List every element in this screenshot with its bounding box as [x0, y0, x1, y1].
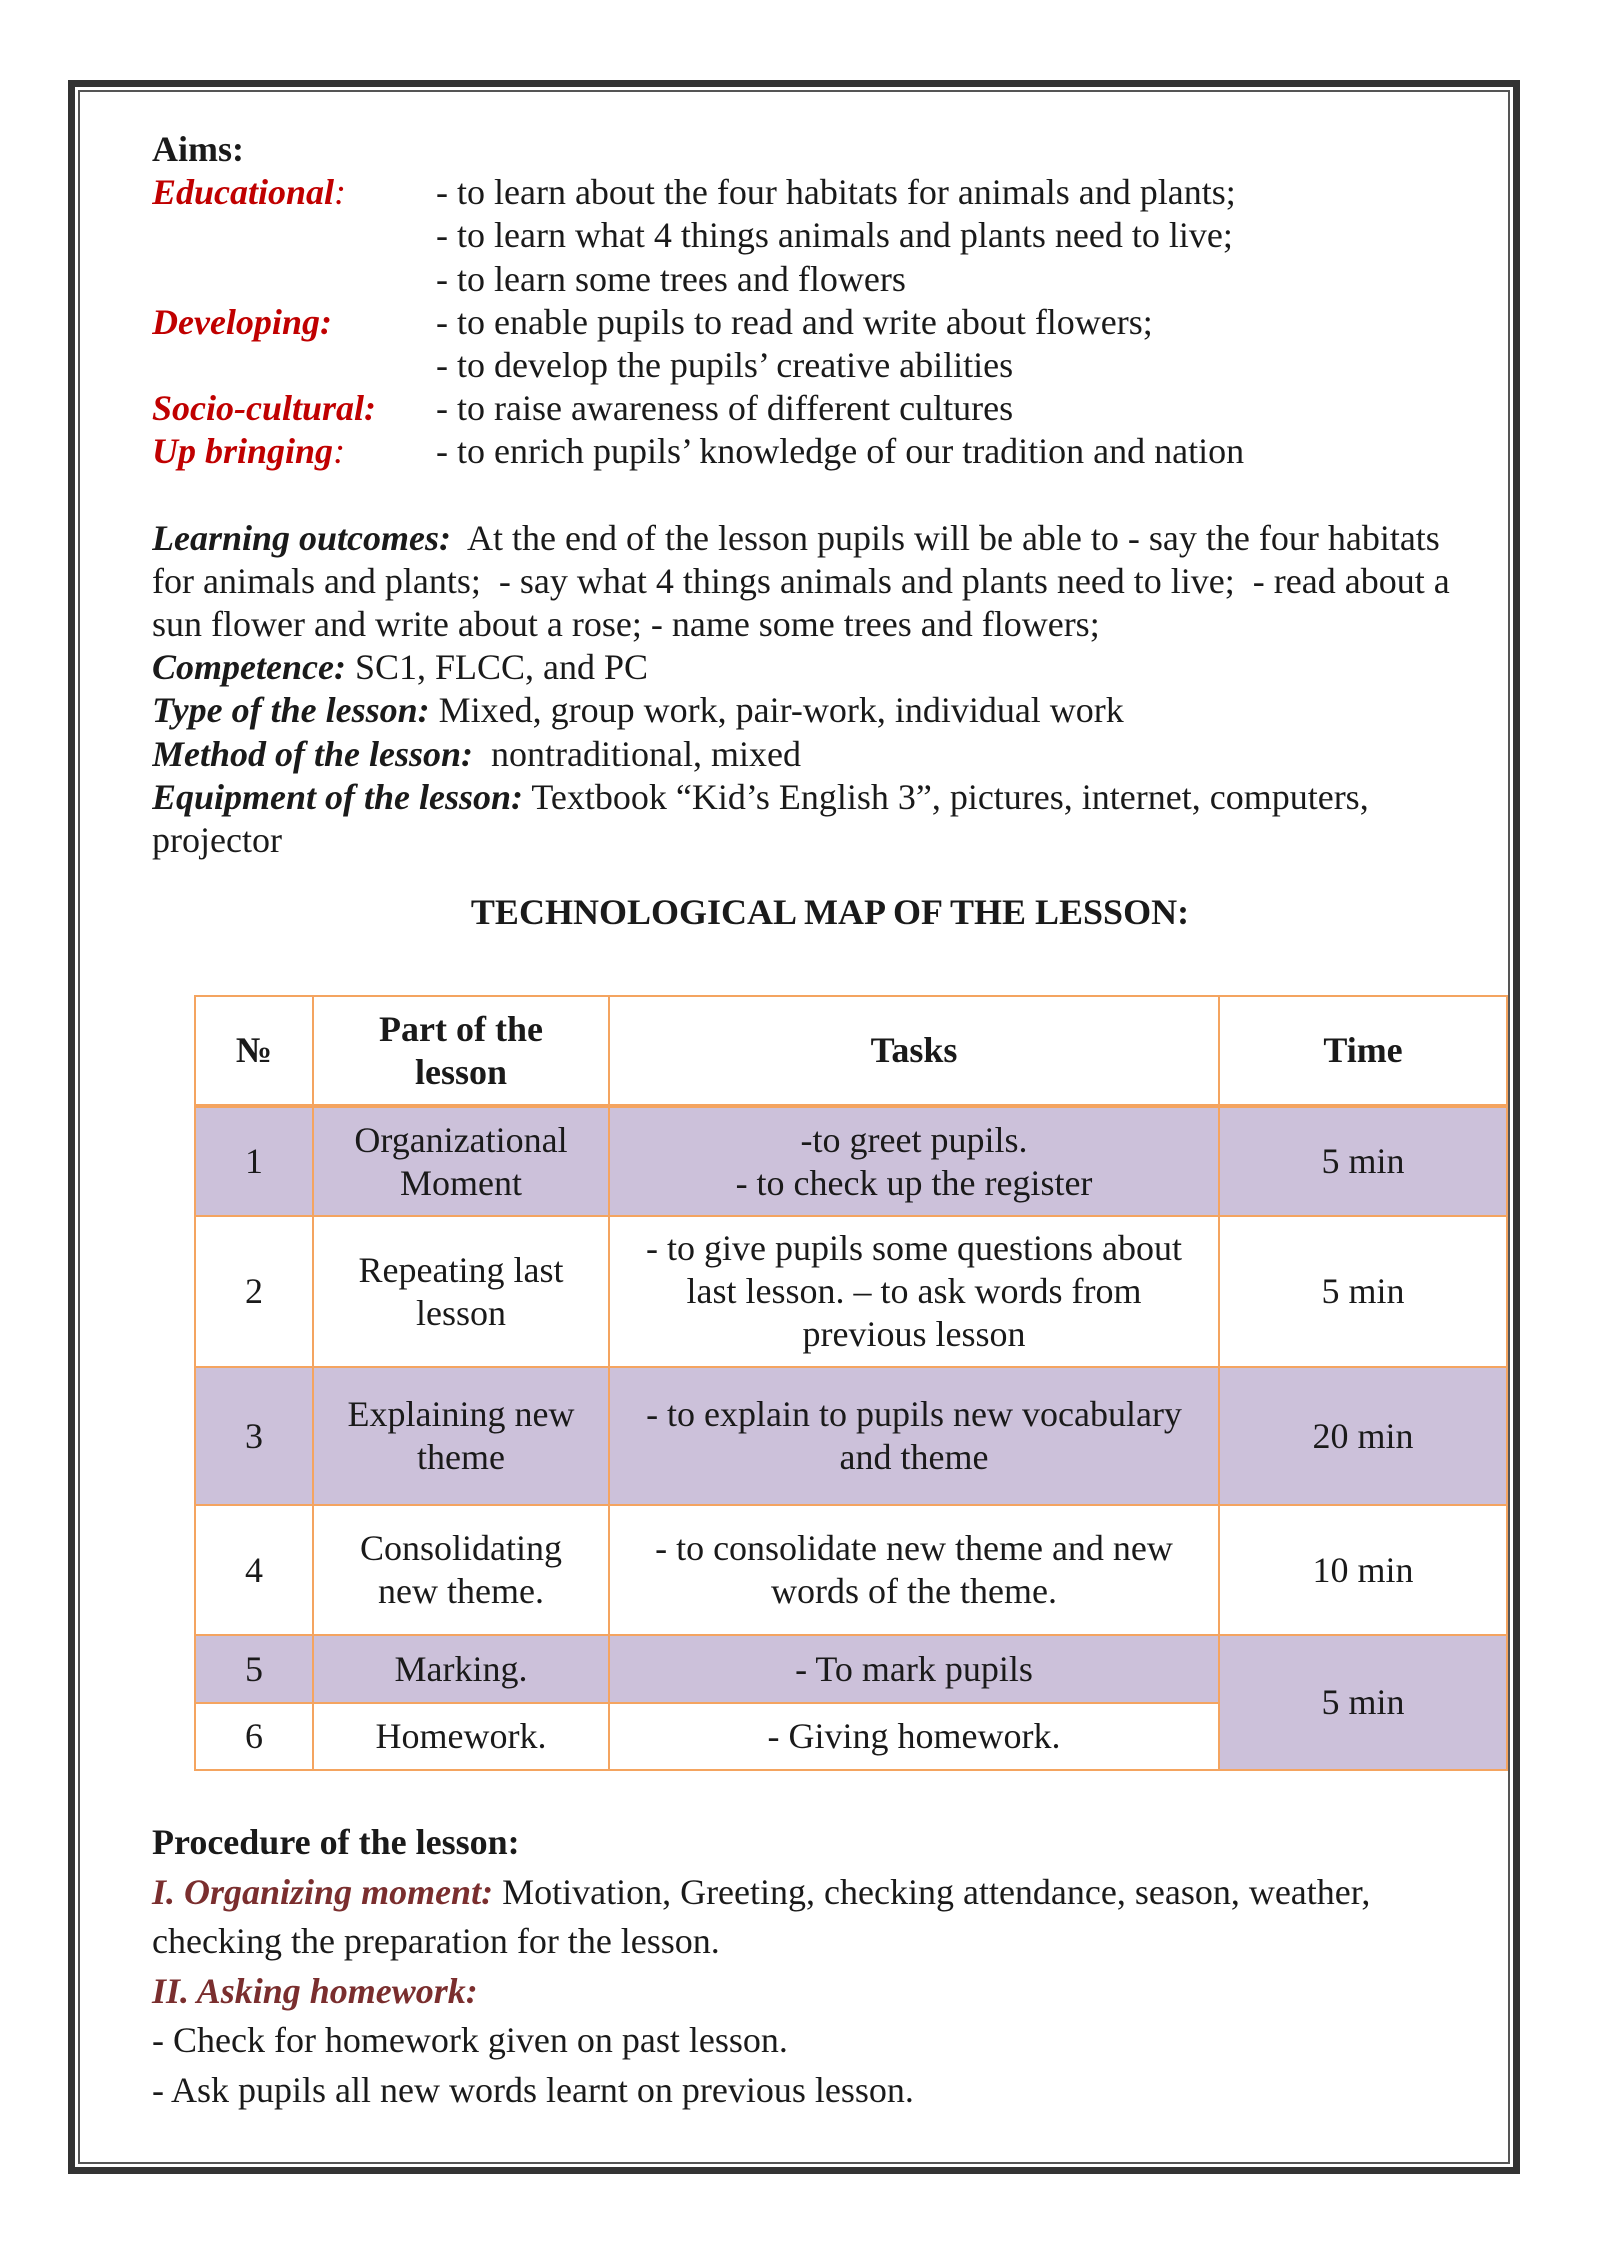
row-part: Explaining new theme	[313, 1367, 609, 1505]
table-header-row	[195, 996, 1507, 1106]
row-part: Marking.	[313, 1635, 609, 1703]
row-part: Homework.	[313, 1703, 609, 1770]
learning-outcomes: Learning outcomes: At the end of the lesson pupils will be able to - say the four habitats	[152, 517, 1440, 558]
header-tasks: Tasks	[609, 996, 1219, 1106]
aim-upbringing: Up bringing: - to enrich pupils’ knowledge of our tradition and nation	[152, 430, 1508, 473]
aim-label-developing: Developing:	[152, 301, 332, 342]
row-number: 1	[195, 1106, 313, 1216]
lesson-plan-header	[152, 128, 1508, 934]
learning-outcomes-line: sun flower and write about a rose; - name some trees and flowers;	[152, 604, 1100, 645]
lesson-method: Method of the lesson: nontraditional, mixed	[152, 733, 801, 774]
table-row	[195, 1505, 1507, 1635]
row-time: 5 min	[1219, 1216, 1507, 1367]
aim-item: - to develop the pupils’ creative abilities	[436, 345, 1014, 386]
equipment: Equipment of the lesson: Textbook “Kid’s English 3”, pictures, internet, computers,	[152, 776, 1369, 817]
header-part: Part of the lesson	[313, 996, 609, 1106]
row-part: Organizational Moment	[313, 1106, 609, 1216]
organizing-moment: I. Organizing moment: Motivation, Greeting, checking attendance, season, weather,	[152, 1871, 1371, 1912]
row-number: 3	[195, 1367, 313, 1505]
row-tasks: - Giving homework.	[609, 1703, 1219, 1770]
equipment-cont: projector	[152, 820, 282, 861]
competence: Competence: SC1, FLCC, and PC	[152, 647, 649, 688]
map-title: TECHNOLOGICAL MAP OF THE LESSON:	[470, 892, 1190, 933]
row-time: 10 min	[1219, 1505, 1507, 1635]
row-time: 5 min	[1219, 1635, 1507, 1770]
table-row	[195, 1216, 1507, 1367]
row-tasks: - To mark pupils	[609, 1635, 1219, 1703]
row-number: 5	[195, 1635, 313, 1703]
homework-item: - Ask pupils all new words learnt on previous lesson.	[152, 2069, 914, 2110]
learning-outcomes-label: Learning outcomes:	[152, 517, 452, 558]
aim-label-educational: Educational	[152, 172, 335, 213]
aim-developing	[152, 301, 1508, 344]
lesson-type: Type of the lesson: Mixed, group work, pair-work, individual work	[152, 690, 1124, 731]
aim-label-socio-cultural: Socio-cultural:	[152, 388, 377, 429]
row-time: 5 min	[1219, 1106, 1507, 1216]
row-tasks: - to give pupils some questions about last lesson. – to ask words from previous lesson	[609, 1216, 1219, 1367]
aim-item: - to raise awareness of different cultures	[436, 388, 1014, 429]
row-tasks: - to explain to pupils new vocabulary and theme	[609, 1367, 1219, 1505]
row-part: Consolidating new theme.	[313, 1505, 609, 1635]
procedure-section	[152, 1818, 1508, 2115]
aim-item: - to enrich pupils’ knowledge of our tradition and nation	[436, 431, 1245, 472]
row-tasks: -to greet pupils. - to check up the register	[609, 1106, 1219, 1216]
table-row	[195, 1367, 1507, 1505]
organizing-moment-cont: checking the preparation for the lesson.	[152, 1921, 720, 1961]
row-number: 2	[195, 1216, 313, 1367]
aim-item: - to learn about the four habitats for animals and plants;	[436, 172, 1236, 213]
asking-homework-label: II. Asking homework:	[152, 1970, 478, 2011]
technological-map-table	[194, 995, 1508, 1771]
row-time: 20 min	[1219, 1367, 1507, 1505]
aims-heading: Aims:	[152, 129, 244, 169]
table-row	[195, 1106, 1507, 1216]
aim-item: - to learn some trees and flowers	[436, 258, 906, 299]
row-tasks: - to consolidate new theme and new words of the theme.	[609, 1505, 1219, 1635]
header-time: Time	[1219, 996, 1507, 1106]
row-part: Repeating last lesson	[313, 1216, 609, 1367]
aim-educational: Educational: - to learn about the four habitats for animals and plants;	[152, 171, 1508, 214]
table-row	[195, 1635, 1507, 1703]
aim-socio-cultural	[152, 387, 1508, 430]
aim-item: - to learn what 4 things animals and plants need to live;	[436, 215, 1233, 256]
homework-item: - Check for homework given on past lesson.	[152, 2020, 788, 2060]
procedure-heading: Procedure of the lesson:	[152, 1822, 520, 1862]
aim-label-upbringing: Up bringing	[152, 431, 334, 472]
organizing-moment-label: I. Organizing moment:	[152, 1871, 494, 1912]
header-number: №	[195, 996, 313, 1106]
aim-item: - to enable pupils to read and write about flowers;	[436, 301, 1153, 342]
row-number: 4	[195, 1505, 313, 1635]
row-number: 6	[195, 1703, 313, 1770]
learning-outcomes-line: for animals and plants; - say what 4 things animals and plants need to live; - read about a	[152, 560, 1450, 601]
